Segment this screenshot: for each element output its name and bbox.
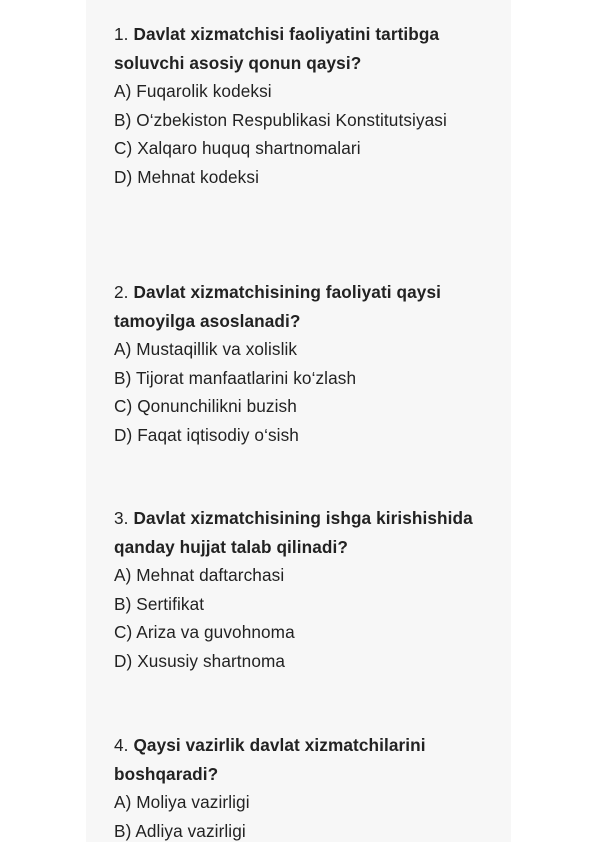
option-b: B) Sertifikat bbox=[114, 593, 205, 614]
question-number: 4. bbox=[114, 735, 129, 755]
option-a: A) Mustaqillik va xolislik bbox=[114, 339, 298, 360]
option-b: B) Tijorat manfaatlarini ko‘zlash bbox=[114, 367, 357, 388]
option-d: D) Faqat iqtisodiy o‘sish bbox=[114, 424, 299, 445]
option-a: A) Fuqarolik kodeksi bbox=[114, 81, 272, 102]
document-page bbox=[86, 0, 511, 842]
option-c: C) Ariza va guvohnoma bbox=[114, 622, 295, 643]
question-title bbox=[114, 278, 504, 335]
option-d: D) Xususiy shartnoma bbox=[114, 650, 286, 671]
question-number: 2. bbox=[114, 282, 129, 302]
option-c: C) Qonunchilikni buzish bbox=[114, 396, 297, 417]
question-title bbox=[114, 731, 504, 788]
question-number: 1. bbox=[114, 24, 129, 44]
question-text: Davlat xizmatchisining faoliyati qaysi tamoyilga asoslanadi? bbox=[114, 282, 441, 331]
question-3 bbox=[114, 504, 504, 676]
option-b: B) Adliya vazirligi bbox=[114, 820, 246, 841]
question-2 bbox=[114, 278, 504, 450]
question-text: Davlat xizmatchisi faoliyatini tartibga soluvchi asosiy qonun qaysi? bbox=[114, 24, 440, 73]
question-4 bbox=[114, 731, 504, 842]
question-title bbox=[114, 20, 504, 77]
option-c: C) Xalqaro huquq shartnomalari bbox=[114, 138, 361, 159]
option-a: A) Moliya vazirligi bbox=[114, 792, 250, 813]
option-d: D) Mehnat kodeksi bbox=[114, 166, 259, 187]
option-a: A) Mehnat daftarchasi bbox=[114, 565, 285, 586]
question-1 bbox=[114, 20, 504, 192]
question-title bbox=[114, 504, 504, 561]
question-text: Davlat xizmatchisining ishga kirishishida qanday hujjat talab qilinadi? bbox=[114, 508, 473, 557]
question-text: Qaysi vazirlik davlat xizmatchilarini boshqaradi? bbox=[114, 735, 426, 784]
option-b: B) O‘zbekiston Respublikasi Konstitutsiyasi bbox=[114, 109, 447, 130]
question-number: 3. bbox=[114, 508, 129, 528]
